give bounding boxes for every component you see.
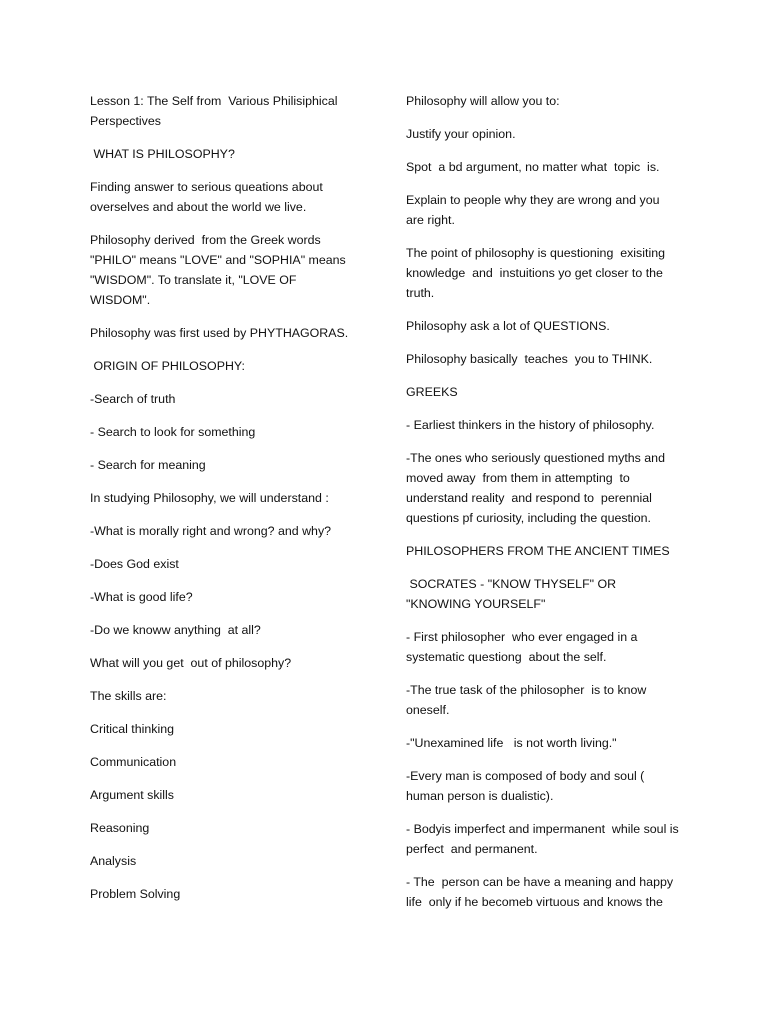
list-item: - Search for meaning [90, 458, 206, 472]
heading-socrates: SOCRATES - "KNOW THYSELF" OR "KNOWING YOURSELF" [406, 577, 620, 611]
list-item: - Search to look for something [90, 425, 256, 439]
paragraph: The skills are: [90, 689, 167, 703]
list-item: -Does God exist [90, 557, 179, 571]
skill-item: Argument skills [90, 788, 175, 802]
skill-item: Reasoning [90, 821, 150, 835]
left-column [90, 91, 358, 917]
paragraph: Finding answer to serious queations about overselves and about the world we live. [90, 180, 327, 214]
paragraph: Explain to people why they are wrong and you are right. [406, 193, 663, 227]
list-item: -Every man is composed of body and soul ( human person is dualistic). [406, 769, 648, 803]
heading-greeks: GREEKS [406, 385, 458, 399]
list-item: -Search of truth [90, 392, 176, 406]
paragraph: In studying Philosophy, we will understand : [90, 491, 329, 505]
list-item: - The person can be have a meaning and happy life only if he becomeb virtuous and knows the [406, 875, 677, 909]
quote-item: -"Unexamined life is not worth living." [406, 736, 617, 750]
heading-what-is-philosophy: WHAT IS PHILOSOPHY? [90, 147, 235, 161]
list-item: -What is morally right and wrong? and why? [90, 524, 332, 538]
heading-origin-of-philosophy: ORIGIN OF PHILOSOPHY: [90, 359, 245, 373]
list-item: - Bodyis imperfect and impermanent while soul is perfect and permanent. [406, 822, 683, 856]
paragraph: Spot a bd argument, no matter what topic is. [406, 160, 660, 174]
right-column [406, 91, 683, 925]
list-item: - Earliest thinkers in the history of philosophy. [406, 418, 655, 432]
paragraph: Philosophy will allow you to: [406, 94, 560, 108]
skill-item: Critical thinking [90, 722, 175, 736]
paragraph: The point of philosophy is questioning exisiting knowledge and instuitions yo get closer to the truth. [406, 246, 669, 300]
paragraph: Philosophy ask a lot of QUESTIONS. [406, 319, 610, 333]
paragraph: Philosophy derived from the Greek words "PHILO" means "LOVE" and "SOPHIA" means "WISDOM". To translate it, "LOVE OF WISDOM". [90, 233, 350, 307]
paragraph: Philosophy was first used by PHYTHAGORAS. [90, 326, 349, 340]
lesson-title: Lesson 1: The Self from Various Philisiphical Perspectives [90, 94, 341, 128]
skill-item: Analysis [90, 854, 137, 868]
list-item: -The ones who seriously questioned myths and moved away from them in attempting to understand reality and respond to perennial questions pf curiosity, including the question. [406, 451, 669, 525]
list-item: - First philosopher who ever engaged in a systematic questiong about the self. [406, 630, 641, 664]
skill-item: Communication [90, 755, 177, 769]
list-item: -What is good life? [90, 590, 193, 604]
paragraph: Justify your opinion. [406, 127, 516, 141]
paragraph: What will you get out of philosophy? [90, 656, 292, 670]
list-item: -Do we knoww anything at all? [90, 623, 261, 637]
paragraph: Philosophy basically teaches you to THINK. [406, 352, 653, 366]
list-item: -The true task of the philosopher is to know oneself. [406, 683, 650, 717]
skill-item: Problem Solving [90, 887, 181, 901]
heading-philosophers-ancient-times: PHILOSOPHERS FROM THE ANCIENT TIMES [406, 544, 670, 558]
